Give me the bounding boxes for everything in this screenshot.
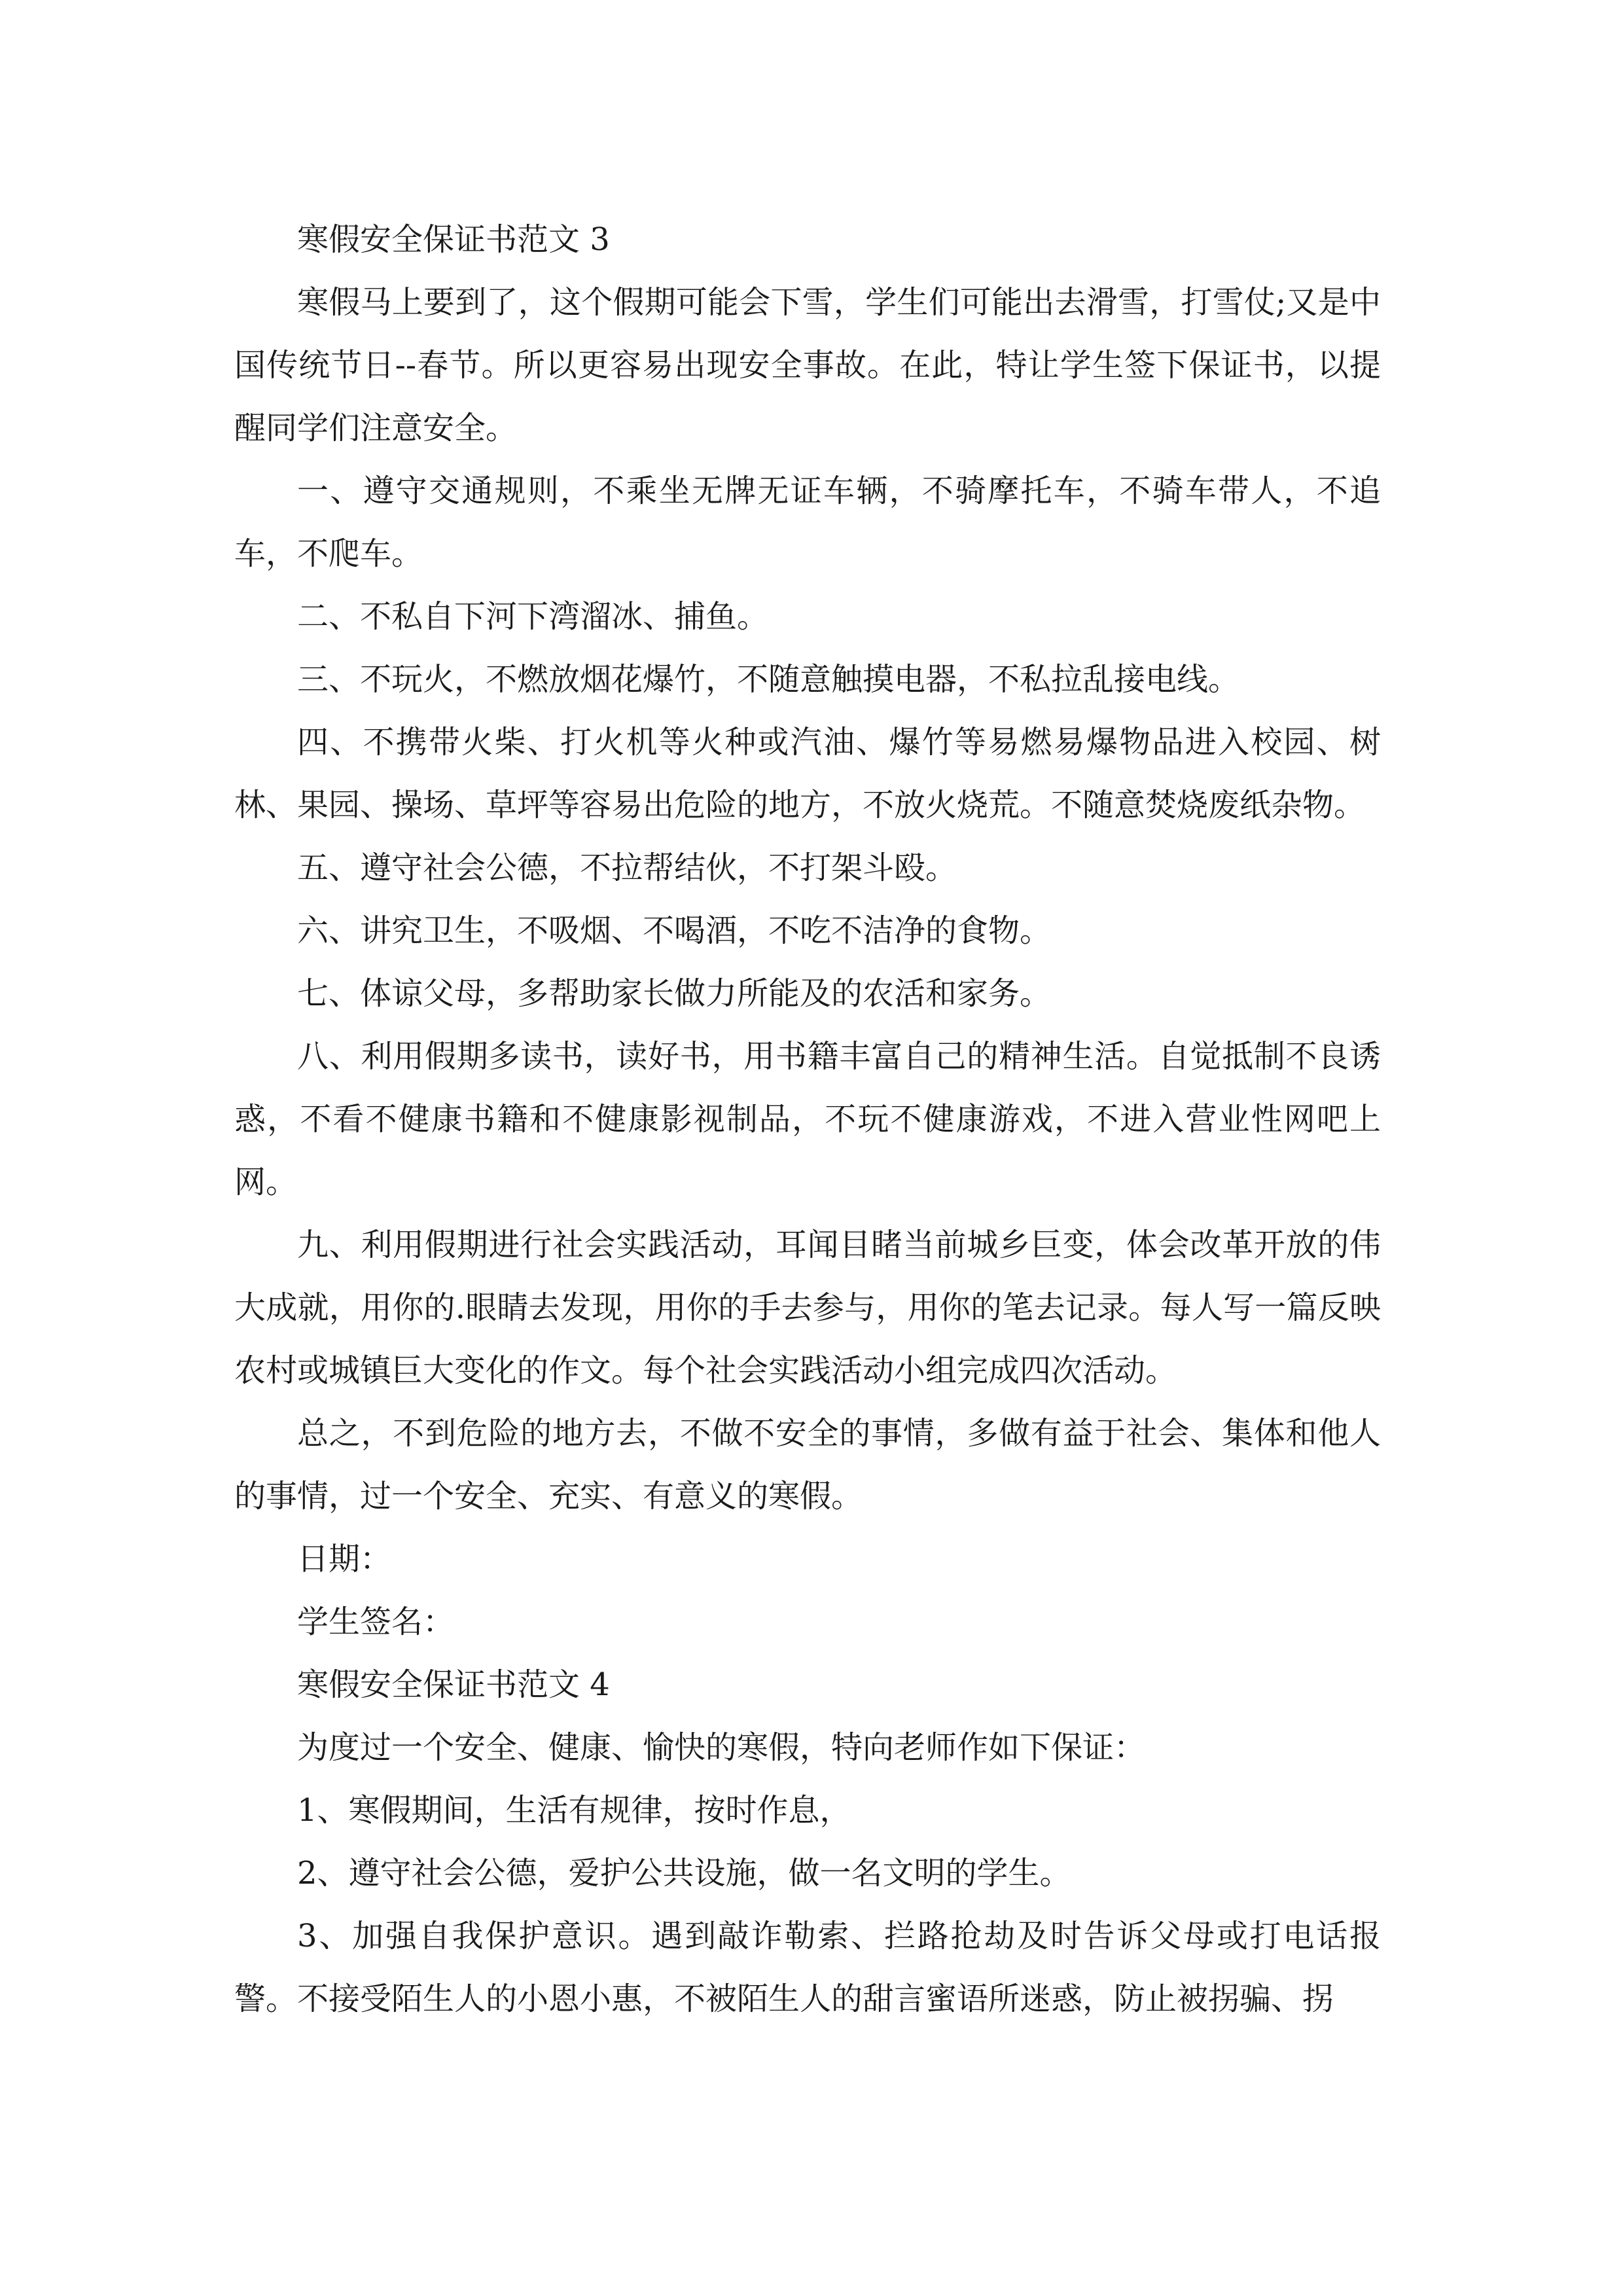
section-3-item-6: 六、讲究卫生，不吸烟、不喝酒，不吃不洁净的食物。 (297, 912, 1052, 949)
section-3-conclusion: 总之，不到危险的地方去，不做不安全的事情，多做有益于社会、集体和他人的事情，过一个安全、充实、有意义的寒假。 (234, 1415, 1381, 1515)
section-3-item-5: 五、遵守社会公德，不拉帮结伙，不打架斗殴。 (297, 850, 957, 886)
section-3-intro: 寒假马上要到了，这个假期可能会下雪，学生们可能出去滑雪，打雪仗;又是中国传统节日--春节。所以更容易出现安全事故。在此，特让学生签下保证书，以提醒同学们注意安全。 (234, 284, 1381, 446)
section-3-item-4: 四、不携带火柴、打火机等火种或汽油、爆竹等易燃易爆物品进入校园、树林、果园、操场、草坪等容易出危险的地方，不放火烧荒。不随意焚烧废纸杂物。 (234, 724, 1381, 823)
section-3-item-7: 七、体谅父母，多帮助家长做力所能及的农活和家务。 (297, 975, 1052, 1012)
section-4-item-1: 1、寒假期间，生活有规律，按时作息， (297, 1792, 851, 1829)
section-3-item-8: 八、利用假期多读书，读好书，用书籍丰富自己的精神生活。自觉抵制不良诱惑，不看不健康书籍和不健康影视制品，不玩不健康游戏，不进入营业性网吧上网。 (234, 1038, 1381, 1200)
section-3-title: 寒假安全保证书范文 3 (297, 221, 610, 258)
section-4-intro: 为度过一个安全、健康、愉快的寒假，特向老师作如下保证： (297, 1729, 1146, 1766)
section-4-item-3: 3、加强自我保护意识。遇到敲诈勒索、拦路抢劫及时告诉父母或打电话报警。不接受陌生人的小恩小惠，不被陌生人的甜言蜜语所迷惑，防止被拐骗、拐 (234, 1918, 1381, 2017)
section-3-item-1: 一、遵守交通规则，不乘坐无牌无证车辆，不骑摩托车，不骑车带人，不追车，不爬车。 (234, 473, 1381, 572)
document-body (234, 208, 1381, 2030)
section-3-item-3: 三、不玩火，不燃放烟花爆竹，不随意触摸电器，不私拉乱接电线。 (297, 661, 1240, 698)
section-3-item-2: 二、不私自下河下湾溜冰、捕鱼。 (297, 598, 769, 635)
signature-label: 学生签名： (297, 1604, 455, 1640)
section-3-item-9: 九、利用假期进行社会实践活动，耳闻目睹当前城乡巨变，体会改革开放的伟大成就，用你的.眼睛去发现，用你的手去参与，用你的笔去记录。每人写一篇反映农村或城镇巨大变化的作文。每个社会实践活动小组完成四次活动。 (234, 1227, 1381, 1389)
section-4-item-2: 2、遵守社会公德，爱护公共设施，做一名文明的学生。 (297, 1855, 1071, 1892)
section-4-title: 寒假安全保证书范文 4 (297, 1666, 610, 1703)
date-label: 日期： (297, 1541, 392, 1577)
